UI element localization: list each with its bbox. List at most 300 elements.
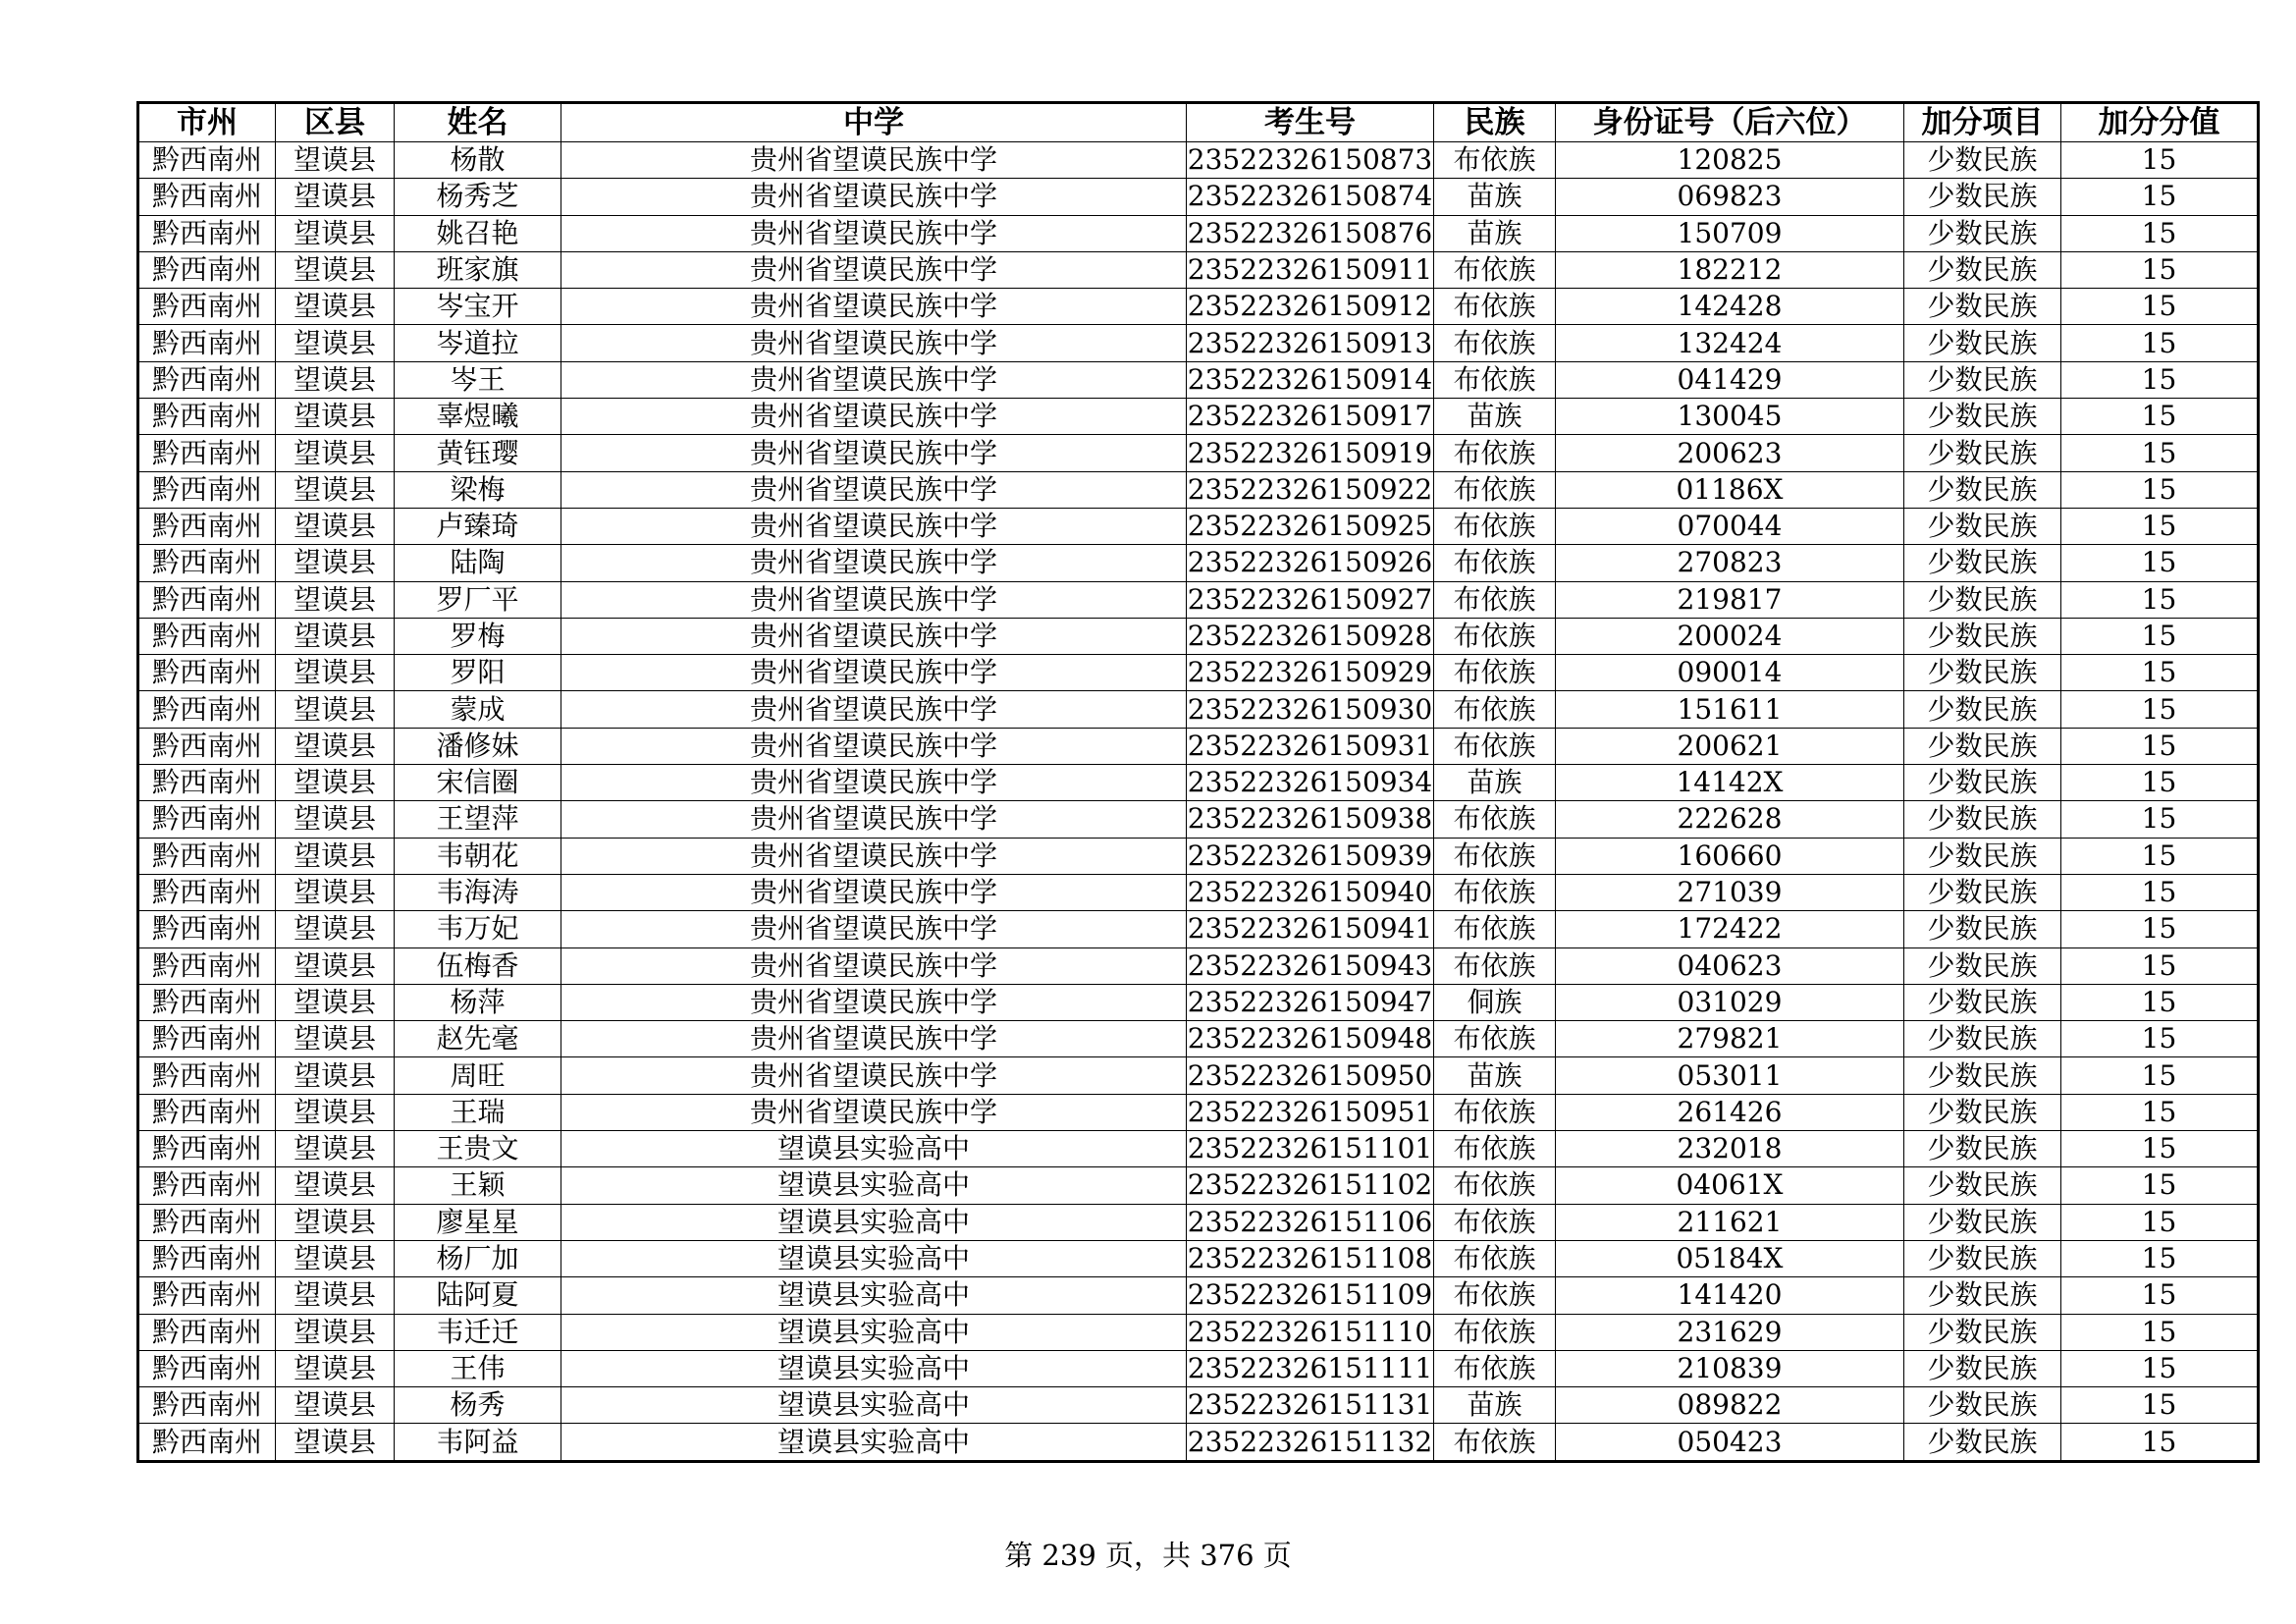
cell-county: 望谟县 xyxy=(276,1387,395,1424)
cell-name: 宋信圈 xyxy=(395,765,561,801)
cell-school: 贵州省望谟民族中学 xyxy=(561,984,1187,1020)
cell-bonus-points: 15 xyxy=(2061,1387,2259,1424)
cell-ethnicity: 布依族 xyxy=(1434,1167,1556,1204)
table-row xyxy=(138,655,2259,691)
header-city: 市州 xyxy=(138,103,276,142)
cell-city: 黔西南州 xyxy=(138,325,276,361)
cell-ethnicity: 布依族 xyxy=(1434,801,1556,838)
cell-exam-id: 23522326151106 xyxy=(1187,1204,1434,1240)
table-row xyxy=(138,1204,2259,1240)
table-row xyxy=(138,838,2259,874)
cell-name: 杨散 xyxy=(395,142,561,179)
cell-city: 黔西南州 xyxy=(138,1314,276,1350)
cell-bonus-points: 15 xyxy=(2061,251,2259,288)
cell-school: 贵州省望谟民族中学 xyxy=(561,801,1187,838)
table-row xyxy=(138,471,2259,508)
cell-name: 姚召艳 xyxy=(395,215,561,251)
cell-bonus-points: 15 xyxy=(2061,399,2259,435)
cell-name: 韦迁迁 xyxy=(395,1314,561,1350)
cell-ethnicity: 苗族 xyxy=(1434,1387,1556,1424)
cell-ethnicity: 布依族 xyxy=(1434,838,1556,874)
cell-ethnicity: 布依族 xyxy=(1434,289,1556,325)
cell-school: 望谟县实验高中 xyxy=(561,1350,1187,1386)
cell-city: 黔西南州 xyxy=(138,765,276,801)
cell-bonus-points: 15 xyxy=(2061,655,2259,691)
cell-bonus-item: 少数民族 xyxy=(1904,508,2061,544)
header-ethnicity: 民族 xyxy=(1434,103,1556,142)
cell-id-last-six: 142428 xyxy=(1556,289,1904,325)
cell-school: 贵州省望谟民族中学 xyxy=(561,691,1187,728)
cell-ethnicity: 布依族 xyxy=(1434,508,1556,544)
cell-bonus-points: 15 xyxy=(2061,1021,2259,1057)
cell-bonus-points: 15 xyxy=(2061,1057,2259,1094)
cell-ethnicity: 苗族 xyxy=(1434,1057,1556,1094)
cell-county: 望谟县 xyxy=(276,1094,395,1130)
header-name: 姓名 xyxy=(395,103,561,142)
cell-ethnicity: 布依族 xyxy=(1434,1240,1556,1276)
cell-name: 罗厂平 xyxy=(395,581,561,618)
cell-exam-id: 23522326150925 xyxy=(1187,508,1434,544)
cell-city: 黔西南州 xyxy=(138,691,276,728)
cell-city: 黔西南州 xyxy=(138,1057,276,1094)
cell-bonus-points: 15 xyxy=(2061,1094,2259,1130)
cell-city: 黔西南州 xyxy=(138,911,276,947)
cell-exam-id: 23522326150940 xyxy=(1187,874,1434,910)
cell-id-last-six: 120825 xyxy=(1556,142,1904,179)
cell-name: 卢臻琦 xyxy=(395,508,561,544)
cell-name: 罗梅 xyxy=(395,618,561,654)
cell-bonus-points: 15 xyxy=(2061,142,2259,179)
cell-county: 望谟县 xyxy=(276,251,395,288)
cell-school: 贵州省望谟民族中学 xyxy=(561,508,1187,544)
cell-city: 黔西南州 xyxy=(138,947,276,984)
data-table xyxy=(136,101,2260,1463)
table-row xyxy=(138,947,2259,984)
cell-exam-id: 23522326150941 xyxy=(1187,911,1434,947)
table-row xyxy=(138,1094,2259,1130)
cell-school: 贵州省望谟民族中学 xyxy=(561,1021,1187,1057)
cell-name: 班家旗 xyxy=(395,251,561,288)
cell-exam-id: 23522326150914 xyxy=(1187,361,1434,398)
cell-city: 黔西南州 xyxy=(138,1350,276,1386)
table-row xyxy=(138,984,2259,1020)
cell-county: 望谟县 xyxy=(276,911,395,947)
cell-county: 望谟县 xyxy=(276,179,395,215)
cell-city: 黔西南州 xyxy=(138,289,276,325)
cell-city: 黔西南州 xyxy=(138,655,276,691)
cell-county: 望谟县 xyxy=(276,838,395,874)
cell-county: 望谟县 xyxy=(276,1277,395,1314)
cell-city: 黔西南州 xyxy=(138,838,276,874)
cell-exam-id: 23522326151102 xyxy=(1187,1167,1434,1204)
cell-exam-id: 23522326150951 xyxy=(1187,1094,1434,1130)
cell-county: 望谟县 xyxy=(276,399,395,435)
cell-county: 望谟县 xyxy=(276,1167,395,1204)
cell-ethnicity: 侗族 xyxy=(1434,984,1556,1020)
cell-county: 望谟县 xyxy=(276,508,395,544)
cell-bonus-item: 少数民族 xyxy=(1904,289,2061,325)
cell-school: 望谟县实验高中 xyxy=(561,1167,1187,1204)
table-row xyxy=(138,325,2259,361)
cell-city: 黔西南州 xyxy=(138,435,276,471)
cell-county: 望谟县 xyxy=(276,1057,395,1094)
cell-name: 王伟 xyxy=(395,1350,561,1386)
cell-bonus-points: 15 xyxy=(2061,215,2259,251)
cell-exam-id: 23522326150874 xyxy=(1187,179,1434,215)
cell-school: 贵州省望谟民族中学 xyxy=(561,655,1187,691)
cell-city: 黔西南州 xyxy=(138,1021,276,1057)
cell-exam-id: 23522326151132 xyxy=(1187,1424,1434,1461)
cell-id-last-six: 04061X xyxy=(1556,1167,1904,1204)
cell-exam-id: 23522326150943 xyxy=(1187,947,1434,984)
cell-name: 韦阿益 xyxy=(395,1424,561,1461)
cell-ethnicity: 苗族 xyxy=(1434,399,1556,435)
cell-school: 贵州省望谟民族中学 xyxy=(561,399,1187,435)
cell-ethnicity: 布依族 xyxy=(1434,655,1556,691)
cell-exam-id: 23522326150948 xyxy=(1187,1021,1434,1057)
cell-exam-id: 23522326150928 xyxy=(1187,618,1434,654)
cell-ethnicity: 布依族 xyxy=(1434,1424,1556,1461)
cell-ethnicity: 布依族 xyxy=(1434,251,1556,288)
cell-bonus-item: 少数民族 xyxy=(1904,618,2061,654)
cell-bonus-points: 15 xyxy=(2061,508,2259,544)
cell-id-last-six: 069823 xyxy=(1556,179,1904,215)
cell-exam-id: 23522326150931 xyxy=(1187,728,1434,764)
table-body xyxy=(138,142,2259,1462)
cell-bonus-item: 少数民族 xyxy=(1904,215,2061,251)
cell-school: 望谟县实验高中 xyxy=(561,1240,1187,1276)
table-row xyxy=(138,1387,2259,1424)
cell-bonus-item: 少数民族 xyxy=(1904,1314,2061,1350)
cell-bonus-points: 15 xyxy=(2061,691,2259,728)
header-bonus-item: 加分项目 xyxy=(1904,103,2061,142)
cell-school: 贵州省望谟民族中学 xyxy=(561,289,1187,325)
cell-school: 贵州省望谟民族中学 xyxy=(561,618,1187,654)
header-bonus-points: 加分分值 xyxy=(2061,103,2259,142)
cell-city: 黔西南州 xyxy=(138,399,276,435)
table-row xyxy=(138,1131,2259,1167)
cell-school: 贵州省望谟民族中学 xyxy=(561,545,1187,581)
cell-county: 望谟县 xyxy=(276,801,395,838)
table-row xyxy=(138,1350,2259,1386)
cell-bonus-points: 15 xyxy=(2061,618,2259,654)
cell-bonus-points: 15 xyxy=(2061,179,2259,215)
cell-bonus-item: 少数民族 xyxy=(1904,399,2061,435)
cell-city: 黔西南州 xyxy=(138,179,276,215)
cell-id-last-six: 200024 xyxy=(1556,618,1904,654)
cell-exam-id: 23522326150938 xyxy=(1187,801,1434,838)
cell-bonus-points: 15 xyxy=(2061,838,2259,874)
cell-county: 望谟县 xyxy=(276,361,395,398)
cell-id-last-six: 231629 xyxy=(1556,1314,1904,1350)
table-row xyxy=(138,251,2259,288)
cell-id-last-six: 130045 xyxy=(1556,399,1904,435)
cell-exam-id: 23522326150926 xyxy=(1187,545,1434,581)
cell-city: 黔西南州 xyxy=(138,1424,276,1461)
cell-bonus-points: 15 xyxy=(2061,289,2259,325)
cell-school: 望谟县实验高中 xyxy=(561,1204,1187,1240)
table-row xyxy=(138,581,2259,618)
cell-name: 罗阳 xyxy=(395,655,561,691)
cell-city: 黔西南州 xyxy=(138,142,276,179)
cell-exam-id: 23522326151108 xyxy=(1187,1240,1434,1276)
cell-school: 望谟县实验高中 xyxy=(561,1387,1187,1424)
cell-id-last-six: 261426 xyxy=(1556,1094,1904,1130)
cell-name: 陆陶 xyxy=(395,545,561,581)
cell-county: 望谟县 xyxy=(276,215,395,251)
cell-school: 贵州省望谟民族中学 xyxy=(561,765,1187,801)
cell-ethnicity: 布依族 xyxy=(1434,618,1556,654)
cell-bonus-points: 15 xyxy=(2061,765,2259,801)
cell-school: 贵州省望谟民族中学 xyxy=(561,911,1187,947)
cell-name: 陆阿夏 xyxy=(395,1277,561,1314)
cell-bonus-item: 少数民族 xyxy=(1904,142,2061,179)
cell-ethnicity: 布依族 xyxy=(1434,911,1556,947)
cell-name: 伍梅香 xyxy=(395,947,561,984)
cell-bonus-points: 15 xyxy=(2061,984,2259,1020)
cell-ethnicity: 苗族 xyxy=(1434,215,1556,251)
cell-exam-id: 23522326150950 xyxy=(1187,1057,1434,1094)
cell-county: 望谟县 xyxy=(276,1424,395,1461)
cell-id-last-six: 270823 xyxy=(1556,545,1904,581)
cell-exam-id: 23522326150947 xyxy=(1187,984,1434,1020)
cell-county: 望谟县 xyxy=(276,471,395,508)
cell-county: 望谟县 xyxy=(276,289,395,325)
cell-id-last-six: 160660 xyxy=(1556,838,1904,874)
page-footer: 第 239 页，共 376 页 xyxy=(1004,1539,1292,1572)
cell-ethnicity: 苗族 xyxy=(1434,179,1556,215)
cell-bonus-points: 15 xyxy=(2061,435,2259,471)
cell-name: 杨萍 xyxy=(395,984,561,1020)
cell-id-last-six: 200621 xyxy=(1556,728,1904,764)
cell-id-last-six: 031029 xyxy=(1556,984,1904,1020)
cell-bonus-points: 15 xyxy=(2061,911,2259,947)
cell-ethnicity: 布依族 xyxy=(1434,1021,1556,1057)
cell-name: 韦海涛 xyxy=(395,874,561,910)
cell-county: 望谟县 xyxy=(276,142,395,179)
cell-exam-id: 23522326151109 xyxy=(1187,1277,1434,1314)
cell-exam-id: 23522326151101 xyxy=(1187,1131,1434,1167)
cell-exam-id: 23522326150922 xyxy=(1187,471,1434,508)
cell-city: 黔西南州 xyxy=(138,984,276,1020)
cell-county: 望谟县 xyxy=(276,325,395,361)
cell-city: 黔西南州 xyxy=(138,728,276,764)
cell-school: 贵州省望谟民族中学 xyxy=(561,325,1187,361)
cell-county: 望谟县 xyxy=(276,765,395,801)
header-exam-id: 考生号 xyxy=(1187,103,1434,142)
cell-school: 贵州省望谟民族中学 xyxy=(561,874,1187,910)
cell-bonus-points: 15 xyxy=(2061,581,2259,618)
cell-id-last-six: 232018 xyxy=(1556,1131,1904,1167)
cell-ethnicity: 布依族 xyxy=(1434,361,1556,398)
cell-id-last-six: 041429 xyxy=(1556,361,1904,398)
cell-city: 黔西南州 xyxy=(138,1387,276,1424)
cell-county: 望谟县 xyxy=(276,728,395,764)
cell-bonus-points: 15 xyxy=(2061,801,2259,838)
cell-bonus-item: 少数民族 xyxy=(1904,801,2061,838)
cell-county: 望谟县 xyxy=(276,1131,395,1167)
cell-school: 贵州省望谟民族中学 xyxy=(561,251,1187,288)
cell-city: 黔西南州 xyxy=(138,1131,276,1167)
table-row xyxy=(138,691,2259,728)
cell-ethnicity: 布依族 xyxy=(1434,1350,1556,1386)
cell-id-last-six: 151611 xyxy=(1556,691,1904,728)
cell-school: 贵州省望谟民族中学 xyxy=(561,179,1187,215)
cell-id-last-six: 090014 xyxy=(1556,655,1904,691)
table-row xyxy=(138,1314,2259,1350)
cell-county: 望谟县 xyxy=(276,691,395,728)
cell-name: 杨秀 xyxy=(395,1387,561,1424)
cell-id-last-six: 14142X xyxy=(1556,765,1904,801)
cell-bonus-item: 少数民族 xyxy=(1904,325,2061,361)
cell-id-last-six: 050423 xyxy=(1556,1424,1904,1461)
cell-bonus-item: 少数民族 xyxy=(1904,251,2061,288)
cell-id-last-six: 200623 xyxy=(1556,435,1904,471)
cell-bonus-item: 少数民族 xyxy=(1904,1350,2061,1386)
cell-bonus-item: 少数民族 xyxy=(1904,838,2061,874)
cell-bonus-points: 15 xyxy=(2061,874,2259,910)
cell-school: 贵州省望谟民族中学 xyxy=(561,435,1187,471)
cell-school: 贵州省望谟民族中学 xyxy=(561,838,1187,874)
cell-exam-id: 23522326150917 xyxy=(1187,399,1434,435)
cell-id-last-six: 150709 xyxy=(1556,215,1904,251)
cell-city: 黔西南州 xyxy=(138,1277,276,1314)
cell-school: 望谟县实验高中 xyxy=(561,1131,1187,1167)
cell-ethnicity: 布依族 xyxy=(1434,545,1556,581)
cell-exam-id: 23522326150912 xyxy=(1187,289,1434,325)
cell-bonus-item: 少数民族 xyxy=(1904,1204,2061,1240)
cell-bonus-points: 15 xyxy=(2061,1240,2259,1276)
cell-county: 望谟县 xyxy=(276,435,395,471)
cell-city: 黔西南州 xyxy=(138,215,276,251)
cell-name: 岑宝开 xyxy=(395,289,561,325)
cell-school: 贵州省望谟民族中学 xyxy=(561,471,1187,508)
table-row xyxy=(138,911,2259,947)
cell-bonus-item: 少数民族 xyxy=(1904,655,2061,691)
cell-id-last-six: 05184X xyxy=(1556,1240,1904,1276)
table-row xyxy=(138,289,2259,325)
cell-bonus-item: 少数民族 xyxy=(1904,947,2061,984)
cell-exam-id: 23522326151131 xyxy=(1187,1387,1434,1424)
cell-bonus-item: 少数民族 xyxy=(1904,1277,2061,1314)
cell-city: 黔西南州 xyxy=(138,874,276,910)
cell-county: 望谟县 xyxy=(276,1240,395,1276)
cell-county: 望谟县 xyxy=(276,1350,395,1386)
cell-ethnicity: 布依族 xyxy=(1434,691,1556,728)
header-id-last-six: 身份证号（后六位） xyxy=(1556,103,1904,142)
cell-ethnicity: 布依族 xyxy=(1434,947,1556,984)
cell-city: 黔西南州 xyxy=(138,801,276,838)
table-row xyxy=(138,215,2259,251)
cell-ethnicity: 布依族 xyxy=(1434,435,1556,471)
cell-bonus-item: 少数民族 xyxy=(1904,1240,2061,1276)
cell-county: 望谟县 xyxy=(276,581,395,618)
cell-ethnicity: 布依族 xyxy=(1434,728,1556,764)
header-school: 中学 xyxy=(561,103,1187,142)
cell-bonus-item: 少数民族 xyxy=(1904,581,2061,618)
cell-city: 黔西南州 xyxy=(138,361,276,398)
cell-exam-id: 23522326151110 xyxy=(1187,1314,1434,1350)
cell-exam-id: 23522326150873 xyxy=(1187,142,1434,179)
cell-ethnicity: 布依族 xyxy=(1434,1131,1556,1167)
cell-bonus-points: 15 xyxy=(2061,1277,2259,1314)
cell-bonus-points: 15 xyxy=(2061,471,2259,508)
cell-city: 黔西南州 xyxy=(138,545,276,581)
cell-id-last-six: 053011 xyxy=(1556,1057,1904,1094)
cell-exam-id: 23522326150919 xyxy=(1187,435,1434,471)
table-row xyxy=(138,801,2259,838)
cell-name: 岑道拉 xyxy=(395,325,561,361)
cell-exam-id: 23522326150913 xyxy=(1187,325,1434,361)
cell-exam-id: 23522326150930 xyxy=(1187,691,1434,728)
cell-id-last-six: 040623 xyxy=(1556,947,1904,984)
cell-ethnicity: 布依族 xyxy=(1434,142,1556,179)
cell-bonus-points: 15 xyxy=(2061,361,2259,398)
table-row xyxy=(138,1021,2259,1057)
table-row xyxy=(138,1424,2259,1461)
cell-id-last-six: 172422 xyxy=(1556,911,1904,947)
cell-ethnicity: 布依族 xyxy=(1434,1277,1556,1314)
cell-school: 贵州省望谟民族中学 xyxy=(561,1094,1187,1130)
cell-city: 黔西南州 xyxy=(138,1167,276,1204)
cell-bonus-item: 少数民族 xyxy=(1904,1021,2061,1057)
table-row xyxy=(138,399,2259,435)
cell-name: 蒙成 xyxy=(395,691,561,728)
table-row xyxy=(138,874,2259,910)
cell-bonus-item: 少数民族 xyxy=(1904,874,2061,910)
cell-bonus-item: 少数民族 xyxy=(1904,361,2061,398)
cell-county: 望谟县 xyxy=(276,1021,395,1057)
cell-city: 黔西南州 xyxy=(138,618,276,654)
cell-bonus-item: 少数民族 xyxy=(1904,1424,2061,1461)
cell-bonus-points: 15 xyxy=(2061,728,2259,764)
cell-id-last-six: 141420 xyxy=(1556,1277,1904,1314)
cell-exam-id: 23522326150927 xyxy=(1187,581,1434,618)
cell-bonus-points: 15 xyxy=(2061,545,2259,581)
cell-id-last-six: 211621 xyxy=(1556,1204,1904,1240)
cell-bonus-item: 少数民族 xyxy=(1904,691,2061,728)
cell-bonus-points: 15 xyxy=(2061,947,2259,984)
cell-county: 望谟县 xyxy=(276,618,395,654)
cell-name: 王颖 xyxy=(395,1167,561,1204)
table-row xyxy=(138,508,2259,544)
cell-id-last-six: 219817 xyxy=(1556,581,1904,618)
table-row xyxy=(138,618,2259,654)
cell-bonus-item: 少数民族 xyxy=(1904,471,2061,508)
cell-county: 望谟县 xyxy=(276,874,395,910)
cell-bonus-item: 少数民族 xyxy=(1904,1094,2061,1130)
header-row xyxy=(138,103,2259,142)
cell-ethnicity: 布依族 xyxy=(1434,1314,1556,1350)
table-row xyxy=(138,765,2259,801)
cell-school: 望谟县实验高中 xyxy=(561,1314,1187,1350)
cell-name: 周旺 xyxy=(395,1057,561,1094)
cell-bonus-item: 少数民族 xyxy=(1904,984,2061,1020)
cell-id-last-six: 01186X xyxy=(1556,471,1904,508)
cell-name: 韦万妃 xyxy=(395,911,561,947)
cell-bonus-item: 少数民族 xyxy=(1904,545,2061,581)
cell-bonus-item: 少数民族 xyxy=(1904,728,2061,764)
cell-name: 岑王 xyxy=(395,361,561,398)
cell-exam-id: 23522326150934 xyxy=(1187,765,1434,801)
cell-name: 王瑞 xyxy=(395,1094,561,1130)
table-row xyxy=(138,1057,2259,1094)
cell-school: 贵州省望谟民族中学 xyxy=(561,142,1187,179)
table-row xyxy=(138,142,2259,179)
cell-ethnicity: 布依族 xyxy=(1434,1094,1556,1130)
cell-bonus-item: 少数民族 xyxy=(1904,1131,2061,1167)
cell-name: 王贵文 xyxy=(395,1131,561,1167)
